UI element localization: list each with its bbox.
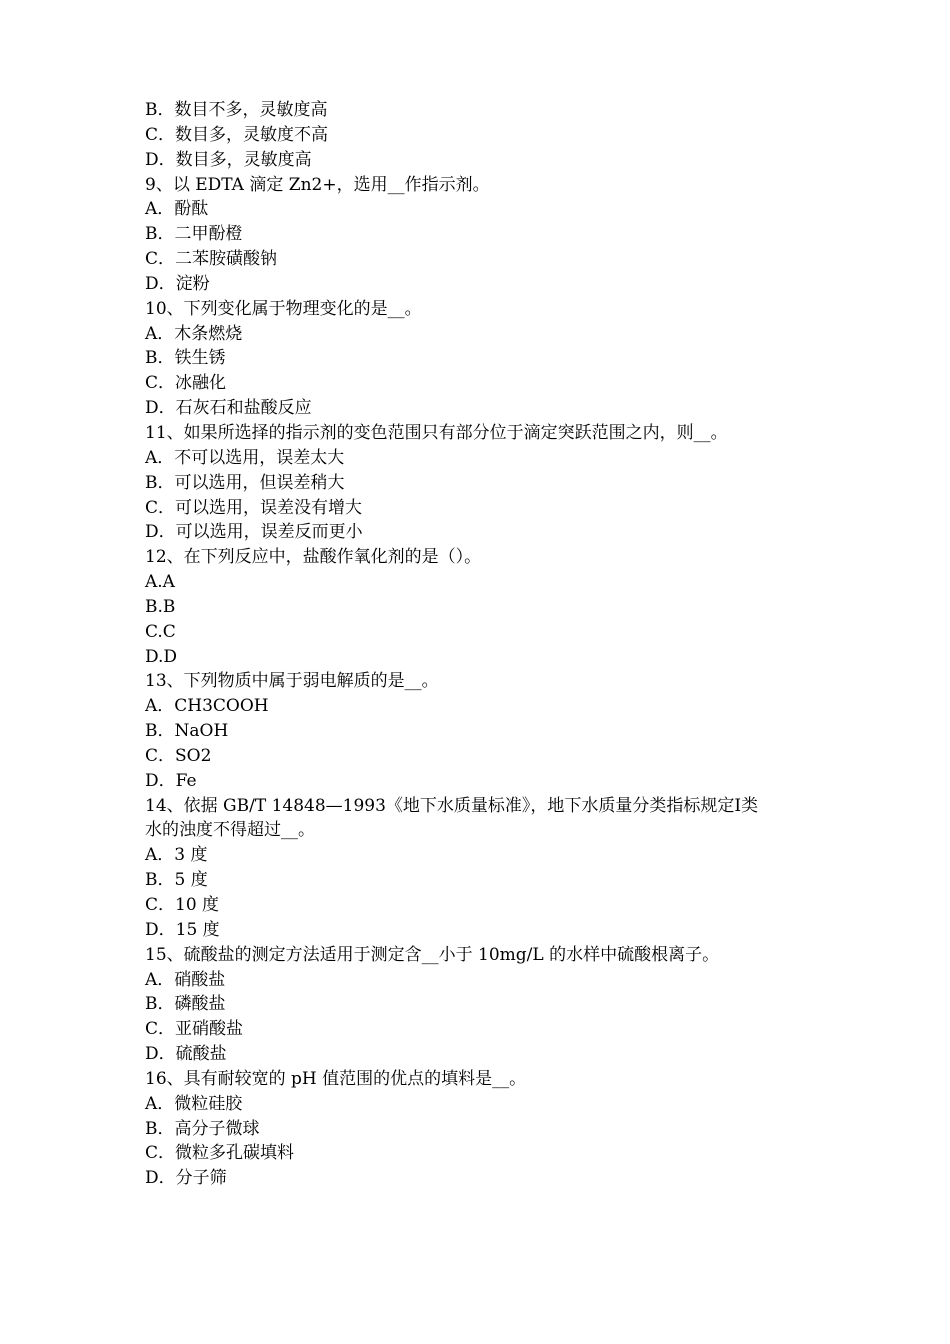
option-line: C．亚硝酸盐: [145, 1019, 244, 1040]
option-line: D.D: [145, 646, 178, 667]
option-line: C．冰融化: [145, 373, 227, 394]
option-line: B．磷酸盐: [145, 994, 226, 1015]
option-line: A.A: [145, 572, 175, 593]
option-line: A．木条燃烧: [145, 323, 243, 344]
question-line: 14、依据 GB/T 14848—1993《地下水质量标准》，地下水质量分类指标规定Ⅰ类: [145, 795, 759, 816]
option-line: D．硫酸盐: [145, 1044, 227, 1065]
option-line: B．5 度: [145, 870, 208, 891]
question-line: 9、以 EDTA 滴定 Zn2+，选用__作指示剂。: [145, 174, 490, 195]
question-line: 15、硫酸盐的测定方法适用于测定含__小于 10mg/L 的水样中硫酸根离子。: [145, 944, 720, 965]
option-line: B．可以选用，但误差稍大: [145, 472, 345, 493]
option-line: D．数目多，灵敏度高: [145, 149, 312, 170]
option-line: A．酚酞: [145, 199, 209, 220]
option-line: A．微粒硅胶: [145, 1093, 243, 1114]
option-line: A．不可以选用，误差太大: [145, 447, 345, 468]
option-line: A．3 度: [145, 845, 208, 866]
question-line: 10、下列变化属于物理变化的是__。: [145, 298, 422, 319]
option-line: A．硝酸盐: [145, 969, 226, 990]
question-line: 11、如果所选择的指示剂的变色范围只有部分位于滴定突跃范围之内，则__。: [145, 422, 728, 443]
option-line: B．NaOH: [145, 721, 229, 742]
option-line: D．淀粉: [145, 273, 210, 294]
option-line: C．SO2: [145, 745, 212, 766]
question-line: 16、具有耐较宽的 pH 值范围的优点的填料是__。: [145, 1068, 527, 1089]
option-line: B．高分子微球: [145, 1118, 260, 1139]
option-line: D．15 度: [145, 919, 220, 940]
option-line: A．CH3COOH: [145, 696, 269, 717]
question-line: 13、下列物质中属于弱电解质的是__。: [145, 671, 439, 692]
option-line: C.C: [145, 621, 176, 642]
question-line: 12、在下列反应中，盐酸作氧化剂的是（）。: [145, 547, 482, 568]
option-line: C．数目多，灵敏度不高: [145, 124, 329, 145]
option-line: C．10 度: [145, 895, 220, 915]
option-line: D．可以选用，误差反而更小: [145, 522, 363, 543]
document-page: [145, 98, 825, 1191]
option-line: B.B: [145, 596, 176, 617]
option-line: B．二甲酚橙: [145, 224, 243, 245]
question-line-continued: 水的浊度不得超过__。: [145, 820, 315, 841]
option-line: D．石灰石和盐酸反应: [145, 398, 312, 419]
option-line: D．Fe: [145, 770, 197, 791]
option-line: D．分子筛: [145, 1168, 227, 1189]
option-line: B．铁生锈: [145, 348, 226, 369]
option-line: C．二苯胺磺酸钠: [145, 249, 278, 270]
option-line: C．可以选用，误差没有增大: [145, 497, 363, 518]
option-line: C．微粒多孔碳填料: [145, 1143, 295, 1164]
option-line: B．数目不多，灵敏度高: [145, 100, 328, 120]
